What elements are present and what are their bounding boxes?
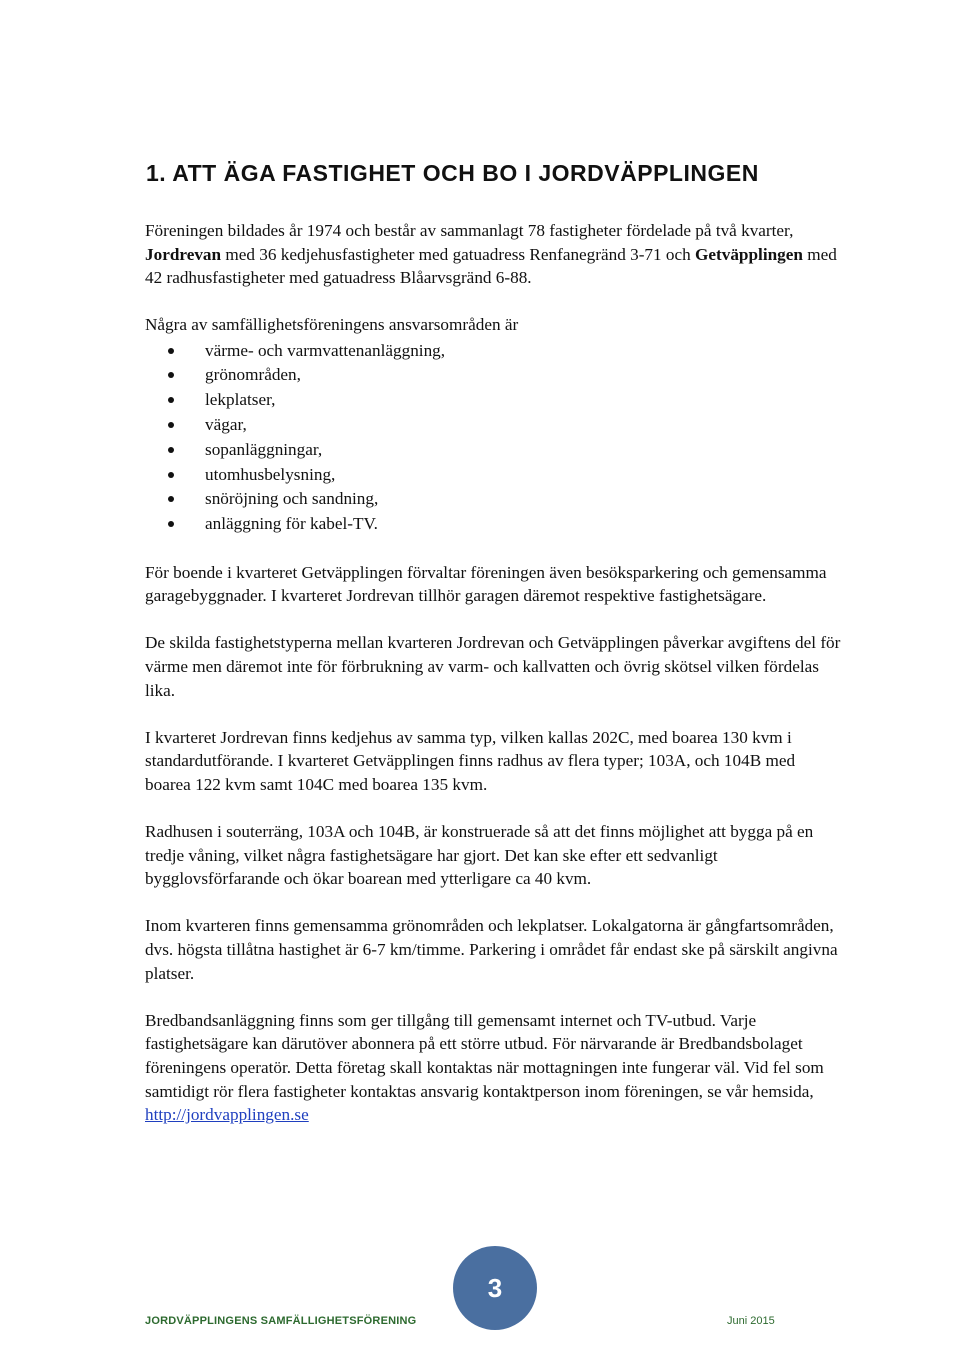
footer-organization: JORDVÄPPLINGENS SAMFÄLLIGHETSFÖRENING xyxy=(145,1315,417,1327)
page-number: 3 xyxy=(487,1272,503,1303)
list-item: lekplatser, xyxy=(145,388,845,413)
intro-paragraph xyxy=(145,219,845,290)
list-item: anläggning för kabel-TV. xyxy=(145,512,845,537)
footer-date: Juni 2015 xyxy=(727,1315,775,1327)
intro-text-2: med 36 kedjehusfastigheter med gatuadress Renfanegränd 3-71 och xyxy=(221,244,696,264)
homepage-link[interactable]: http://jordvapplingen.se xyxy=(145,1105,309,1125)
document-body xyxy=(145,219,845,1150)
paragraph-house-types: I kvarteret Jordrevan finns kedjehus av samma typ, vilken kallas 202C, med boarea 130 kvm i standardutförande. I kvarteret Getväpplingen finns radhus av flera typer; 103A, och 104B med boarea 122 kvm samt 104C med boarea 135 kvm. xyxy=(145,727,796,794)
list-item: grönområden, xyxy=(145,363,845,388)
intro-text-1: Föreningen bildades år 1974 och består av sammanlagt 78 fastigheter fördelade på två kvarter, xyxy=(145,221,794,240)
broadband-text: Bredbandsanläggning finns som ger tillgång till gemensamt internet och TV-utbud. Varje fastighetsägare kan därutöver abonnera på ett större utbud. För närvarande är Bredbandsbolaget föreningens operatör. Detta företag skall kontaktas när mottagningen inte fungerar väl. Vid fel som samtidigt rör flera fastigheter kontaktas ansvarig kontaktperson inom föreningen, se vår hemsida, xyxy=(145,1010,824,1101)
list-item: sopanläggningar, xyxy=(145,438,845,463)
list-item: utomhusbelysning, xyxy=(145,463,845,488)
responsibilities-list xyxy=(145,339,845,537)
intro-text-3: med 42 radhusfastigheter med gatuadress Blåarvsgränd 6-88. xyxy=(145,244,837,288)
list-item: värme- och varmvattenanläggning, xyxy=(145,339,845,364)
paragraph-green-areas: Inom kvarteren finns gemensamma grönområden och lekplatser. Lokalgatorna är gångfartsområden, dvs. högsta tillåtna hastighet är 6-7 km/timme. Parkering i området får endast ske på särskilt angivna platser. xyxy=(145,916,838,983)
paragraph-parking: För boende i kvarteret Getväpplingen förvaltar föreningen även besöksparkering och gemensamma garagebyggnader. I kvarteret Jordrevan tillhör garagen däremot respektive fastighetsägare. xyxy=(145,562,827,606)
intro-bold-jordrevan: Jordrevan xyxy=(145,244,222,264)
list-item: snöröjning och sandning, xyxy=(145,487,845,512)
list-item: vägar, xyxy=(145,413,845,438)
page-heading: 1. ATT ÄGA FASTIGHET OCH BO I JORDVÄPPLINGEN xyxy=(146,160,759,186)
paragraph-fees: De skilda fastighetstyperna mellan kvarteren Jordrevan och Getväpplingen påverkar avgiftens del för värme men däremot inte för förbrukning av varm- och kallvatten och övrig skötsel vilken fördelas lika. xyxy=(145,633,841,700)
intro-bold-getvapplingen: Getväpplingen xyxy=(695,244,803,264)
paragraph-souterrain: Radhusen i souterräng, 103A och 104B, är konstruerade så att det finns möjlighet att bygga på en tredje våning, vilket några fastighetsägare har gjort. Det kan ske efter ett sedvanligt bygglovsförfarande och ökar boarean med ytterligare ca 40 kvm. xyxy=(145,822,814,889)
responsibilities-lead: Några av samfällighetsföreningens ansvarsområden är xyxy=(145,315,519,335)
paragraph-broadband xyxy=(145,1009,845,1127)
page-number-badge xyxy=(453,1246,537,1330)
